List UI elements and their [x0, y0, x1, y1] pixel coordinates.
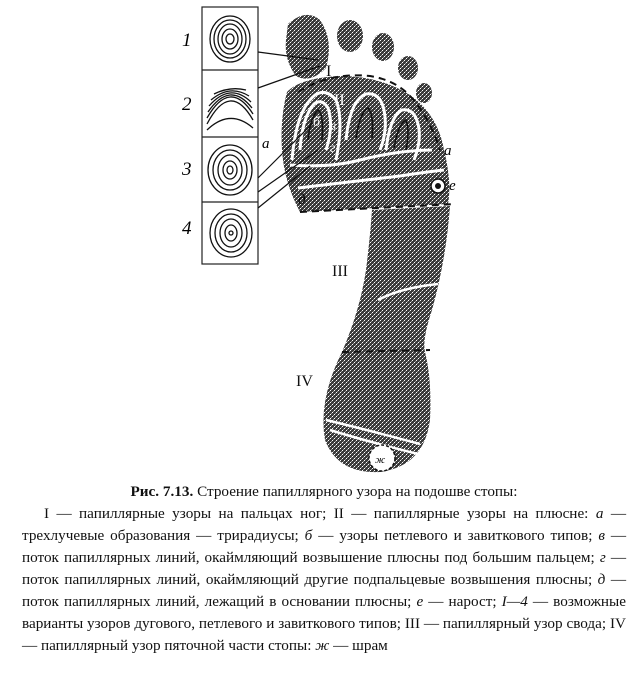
footprint — [282, 15, 455, 472]
panel-number-3: 3 — [182, 159, 192, 180]
caption-body — [22, 503, 626, 657]
panel-number-1: 1 — [182, 30, 192, 51]
zone-label-IV: IV — [296, 373, 313, 390]
zone-label-II: II — [334, 92, 345, 109]
caption-part-6: — поток папиллярных линий, лежащий в основании плюсны; — [22, 571, 627, 610]
figure-caption — [22, 481, 626, 657]
caption-part-2: — трехлучевые образования — трирадиусы; — [22, 505, 626, 544]
panel-number-2: 2 — [182, 94, 192, 115]
caption-letter-b: б — [304, 527, 313, 544]
figure-label: Рис. 7.13. — [130, 483, 194, 500]
letter-g: г — [330, 141, 336, 156]
caption-title-line — [22, 481, 626, 503]
zone-label-III: III — [332, 263, 348, 280]
letter-zh: ж — [375, 454, 386, 466]
toe-3 — [372, 33, 394, 61]
letter-a-left: а — [262, 136, 270, 152]
big-toe — [286, 15, 332, 80]
caption-part-4: — поток папиллярных линий, окаймляющий возвышение плюсны под большим пальцем; — [22, 527, 627, 566]
toe-5 — [416, 83, 432, 103]
toe-4 — [398, 56, 418, 80]
caption-letter-e: е — [416, 593, 424, 610]
letter-a-right: а — [444, 143, 452, 159]
caption-part-3: — узоры петлевого и завиткового типов; — [318, 527, 593, 544]
pattern-panels — [202, 7, 258, 264]
caption-part-7: — нарост; — [428, 593, 497, 610]
zone-label-I: I — [326, 63, 332, 80]
letter-d: д — [298, 192, 306, 208]
caption-letter-a: а — [595, 505, 604, 522]
caption-part-9: — шрам — [333, 637, 388, 654]
letter-v: в — [330, 119, 337, 134]
arch-area — [342, 206, 450, 352]
caption-letter-v: в — [598, 527, 605, 544]
toe-2 — [337, 20, 363, 52]
panel-number-4: 4 — [182, 218, 192, 239]
figure-title: Строение папиллярного узора на подошве стопы: — [197, 483, 518, 500]
caption-letter-d: д — [597, 571, 606, 588]
caption-range: I—4 — [501, 593, 528, 610]
caption-part-5: — поток папиллярных линий, окаймляющий другие подпальцевые возвышения плюсны; — [22, 549, 627, 588]
caption-letter-zh: ж — [315, 637, 330, 654]
caption-part-8: — возможные варианты узоров дугового, петлевого и завиткового типов; III — папиллярный узор свода; IV — папиллярный узор пяточной части стопы: — [22, 593, 627, 654]
caption-letter-g: г — [599, 549, 606, 566]
letter-b: б — [313, 115, 321, 130]
letter-e: е — [449, 178, 456, 194]
caption-part-1: I — папиллярные узоры на пальцах ног; II — папиллярные узоры на плюсне: — [44, 505, 589, 522]
